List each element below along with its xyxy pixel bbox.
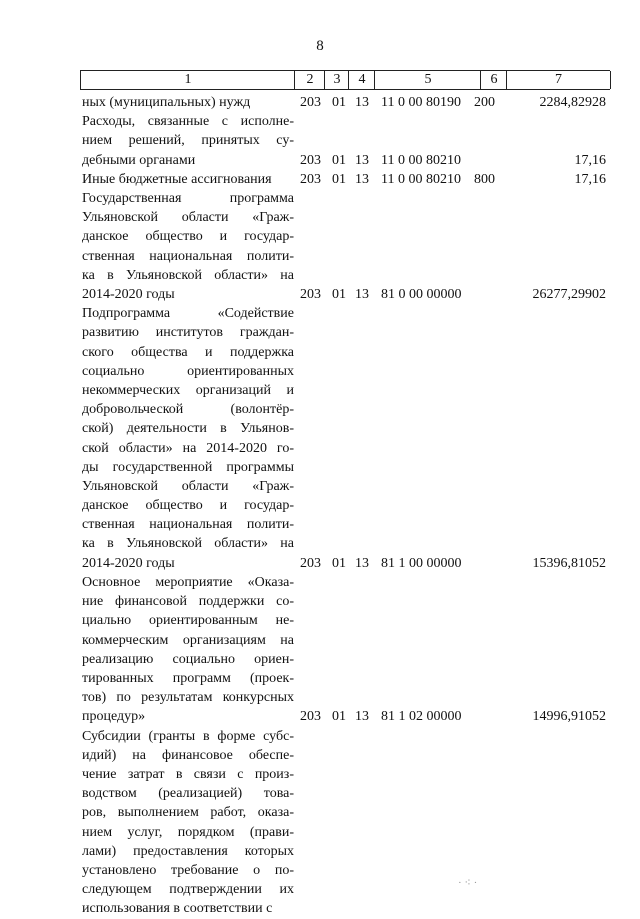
description-line: коммерческим организациям на — [82, 632, 294, 648]
description-line: ние финансовой поддержки со- — [82, 594, 294, 610]
cell-c5: 11 0 00 80210 — [381, 171, 461, 187]
header-col-5: 5 — [374, 71, 481, 89]
cell-c7: 15396,81052 — [532, 555, 606, 571]
description-line: циально ориентированным не- — [82, 613, 294, 629]
table-row — [0, 304, 640, 573]
description-line: идий) на финансовое обеспе- — [82, 747, 294, 763]
description-line: ской) деятельности в Ульянов- — [82, 421, 294, 437]
header-col-7: 7 — [506, 71, 611, 89]
description-line: ка в Ульяновской области» на — [82, 536, 294, 552]
description-line: нием услуг, порядком (прави- — [82, 824, 294, 840]
cell-c4: 13 — [355, 287, 369, 302]
cell-c3: 01 — [332, 287, 346, 302]
description-line: Подпрограмма «Содействие — [82, 306, 294, 322]
description-line: следующем подтверждении их — [82, 882, 294, 898]
cell-c2: 203 — [300, 709, 321, 725]
description-line: процедур» — [82, 709, 146, 725]
cell-c3: 01 — [332, 171, 346, 187]
description-line: тированных программ (проек- — [82, 670, 294, 686]
description-line: чение затрат в связи с произ- — [82, 766, 294, 782]
row-description — [82, 189, 294, 304]
description-line: тов) по результатам конкурсных — [82, 690, 294, 706]
cell-c4: 13 — [355, 95, 369, 110]
description-line: использования в соответствии с — [82, 901, 273, 917]
table-row — [0, 573, 640, 727]
cell-c5: 11 0 00 80210 — [381, 152, 461, 168]
header-col-4: 4 — [348, 71, 375, 89]
cell-c7: 17,16 — [574, 152, 606, 168]
description-line: ственная национальная полити- — [82, 248, 294, 264]
description-line: ров, выполнением работ, оказа- — [82, 805, 294, 821]
table-row — [0, 170, 640, 189]
description-line: некоммерческих организаций и — [82, 382, 294, 398]
cell-c5: 11 0 00 80190 — [381, 95, 461, 110]
description-line: добровольческой (волонтёр- — [82, 402, 294, 418]
table-row — [0, 189, 640, 304]
cell-c6: 800 — [474, 171, 495, 187]
description-line: Иные бюджетные ассигнования — [82, 171, 272, 187]
cell-c5: 81 1 00 00000 — [381, 555, 462, 571]
description-line: Основное мероприятие «Оказа- — [82, 575, 294, 590]
row-description — [82, 112, 294, 170]
row-description — [82, 170, 294, 189]
cell-c3: 01 — [332, 152, 346, 168]
cell-c3: 01 — [332, 95, 346, 110]
cell-c4: 13 — [355, 555, 369, 571]
header-col-3: 3 — [324, 71, 349, 89]
cell-c2: 203 — [300, 95, 321, 110]
description-line: установлено требование о по- — [82, 862, 294, 878]
table-header — [80, 70, 610, 90]
row-description — [82, 573, 294, 727]
description-line: Субсидии (гранты в форме субс- — [82, 728, 294, 744]
header-col-6: 6 — [480, 71, 507, 89]
cell-c2: 203 — [300, 287, 321, 302]
cell-c7: 26277,29902 — [532, 287, 606, 302]
cell-c4: 13 — [355, 152, 369, 168]
cell-c7: 17,16 — [574, 171, 606, 187]
cell-c5: 81 1 02 00000 — [381, 709, 462, 725]
cell-c5: 81 0 00 00000 — [381, 287, 462, 302]
cell-c7: 14996,91052 — [532, 709, 606, 725]
description-line: нием решений, принятых су- — [82, 133, 294, 149]
description-line: социально ориентированных — [82, 363, 294, 379]
description-line: дебными органами — [82, 152, 196, 168]
description-line: развитию институтов граждан- — [82, 325, 294, 341]
description-line: ского общества и поддержка — [82, 344, 294, 360]
description-line: данское общество и государ- — [82, 229, 294, 245]
cell-c4: 13 — [355, 709, 369, 725]
scan-mark: · ⁖ · — [458, 877, 478, 889]
table-row — [0, 112, 640, 170]
row-description — [82, 727, 294, 919]
description-line: ды государственной программы — [82, 459, 294, 475]
cell-c6: 200 — [474, 95, 495, 110]
cell-c3: 01 — [332, 555, 346, 571]
description-line: Ульяновской области «Граж- — [82, 210, 294, 226]
description-line: лами) предоставления которых — [82, 843, 294, 859]
description-line: реализацию социально ориен- — [82, 651, 294, 667]
row-description — [82, 93, 294, 112]
description-line: 2014-2020 годы — [82, 286, 175, 302]
page-number: 8 — [316, 38, 324, 54]
cell-c7: 2284,82928 — [539, 95, 606, 110]
description-line: ных (муниципальных) нужд — [82, 95, 251, 110]
cell-c4: 13 — [355, 171, 369, 187]
table-row — [0, 727, 640, 919]
description-line: ственная национальная полити- — [82, 517, 294, 533]
cell-c2: 203 — [300, 152, 321, 168]
header-col-2: 2 — [294, 71, 325, 89]
description-line: Ульяновской области «Граж- — [82, 478, 294, 494]
description-line: 2014-2020 годы — [82, 555, 175, 571]
header-col-1: 1 — [80, 71, 295, 89]
table-row — [0, 93, 640, 112]
cell-c2: 203 — [300, 171, 321, 187]
description-line: ка в Ульяновской области» на — [82, 267, 294, 283]
description-line: ской области» на 2014-2020 го- — [82, 440, 294, 456]
description-line: Государственная программа — [82, 191, 294, 206]
description-line: Расходы, связанные с исполне- — [82, 114, 294, 130]
description-line: данское общество и государ- — [82, 498, 294, 514]
row-description — [82, 304, 294, 573]
cell-c3: 01 — [332, 709, 346, 725]
cell-c2: 203 — [300, 555, 321, 571]
description-line: водством (реализацией) това- — [82, 786, 294, 802]
